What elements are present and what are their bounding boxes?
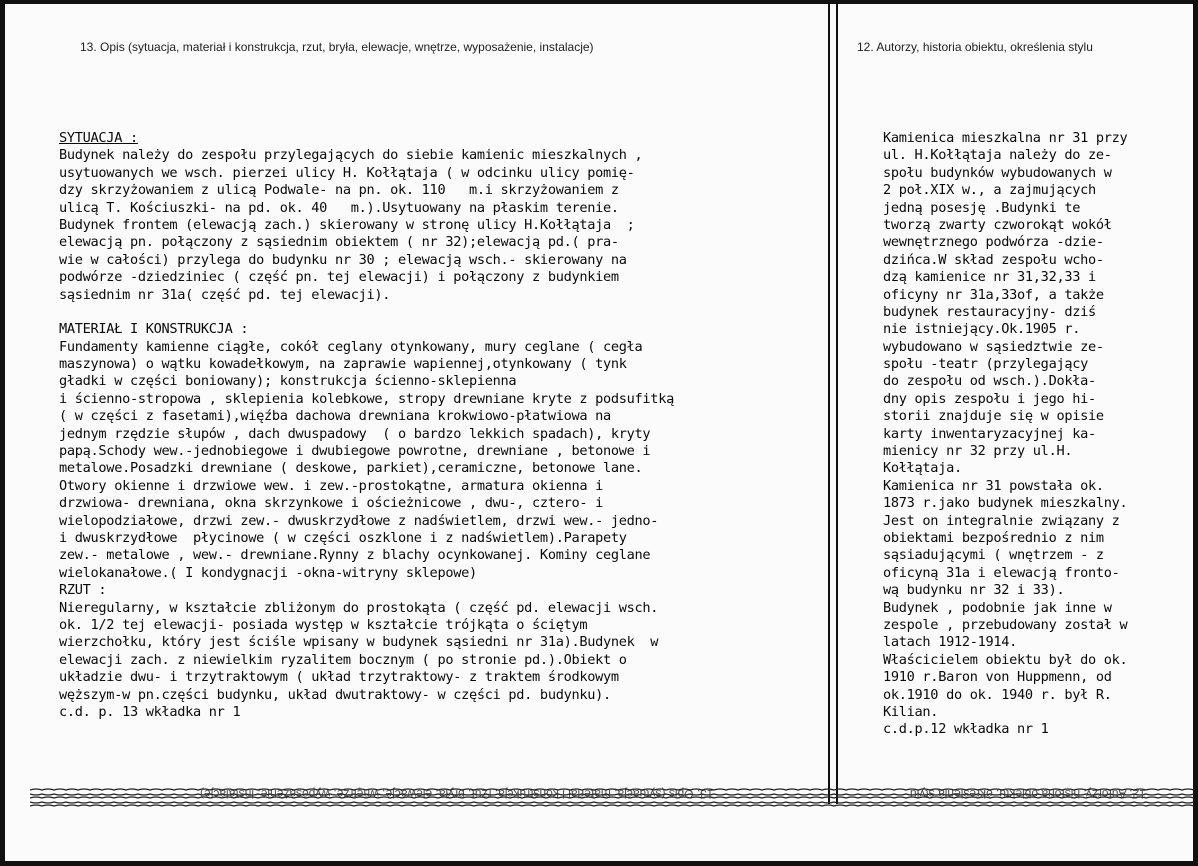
- history-line: Jest on integralnie związany z: [883, 512, 1120, 529]
- description-line: wielokanałowe.( I kondygnacji -okna-witryny sklepowe): [59, 564, 477, 581]
- history-line: wewnętrznego podwórza -dzie-: [883, 234, 1104, 251]
- history-line: jedną posesję .Budynki te: [883, 199, 1081, 216]
- history-line: karty inwentaryzacyjnej ka-: [883, 425, 1096, 442]
- history-line: 1910 r.Baron von Huppmenn, od: [883, 669, 1112, 686]
- history-line: sąsiadującymi ( wnętrzem - z: [883, 547, 1104, 564]
- history-line: obiektami bezpośrednio z nim: [883, 529, 1104, 546]
- history-line: wybudowano w sąsiedztwie ze-: [883, 338, 1104, 355]
- description-line: Otwory okienne i drzwiowe wew. i zew.-prostokątne, armatura okienna i: [59, 477, 604, 494]
- description-line: i dwuskrzydłowe płycinowe ( w części oszklone i z nadświetlem).Parapety: [59, 529, 627, 546]
- history-line: Kilian.: [883, 703, 939, 720]
- heading-authors-history: 12. Autorzy, historia obiektu, określenia stylu: [857, 40, 1093, 54]
- description-line: układzie dwu- i trzytraktowym ( układ trzytraktowy- z traktem środkowym: [59, 669, 619, 686]
- column-divider: [828, 4, 838, 804]
- history-line: wą budynku nr 32 i 33).: [883, 582, 1065, 599]
- description-line: Budynek należy do zespołu przylegających do siebie kamienic mieszkalnych ,: [59, 147, 643, 164]
- description-line: Fundamenty kamienne ciągłe, cokół ceglany otynkowany, mury ceglane ( cegła: [59, 338, 643, 355]
- description-line: jednym rzędzie słupów , dach dwuspadowy ( o bardzo lekkich spadach), kryty: [59, 425, 651, 442]
- description-line: Nieregularny, w kształcie zbliżonym do prostokąta ( część pd. elewacji wsch.: [59, 599, 659, 616]
- description-line: drzwiowa- drewniana, okna skrzynkowe i ościeżnicowe , dwu-, cztero- i: [59, 495, 604, 512]
- history-line: c.d.p.12 wkładka nr 1: [883, 721, 1049, 738]
- wavy-line: [30, 805, 1195, 806]
- history-line: Kamienica nr 31 powstała ok.: [883, 477, 1104, 494]
- history-line: dny opis zespołu i jego hi-: [883, 390, 1096, 407]
- description-line: elewacją pn. połączony z sąsiednim obiektem ( nr 32);elewacją pd.( pra-: [59, 234, 619, 251]
- history-line: zespole , przebudowany został w: [883, 616, 1128, 633]
- description-line: wierzchołku, który jest ściśle wpisany w budynek sąsiedni nr 31a).Budynek w: [59, 634, 659, 651]
- history-line: Budynek , podobnie jak inne w: [883, 599, 1112, 616]
- description-line: MATERIAŁ I KONSTRUKCJA :: [59, 321, 249, 338]
- history-line: Kołłątaja.: [883, 460, 962, 477]
- history-line: storii znajduje się w opisie: [883, 408, 1104, 425]
- history-line: do zespołu od wsch.).Dokła-: [883, 373, 1096, 390]
- description-line: papą.Schody wew.-jednobiegowe i dwubiegowe powrotne, drewniane , betonowe i: [59, 443, 651, 460]
- description-line: elewacji zach. z niewielkim ryzalitem bocznym ( po stronie pd.).Obiekt o: [59, 651, 627, 668]
- history-line: oficyny nr 31a,33of, a także: [883, 286, 1104, 303]
- description-line: dzy skrzyżowaniem z ulicą Podwale- na pn. ok. 110 m.i skrzyżowaniem z: [59, 182, 619, 199]
- history-line: ok.1910 do ok. 1940 r. był R.: [883, 686, 1112, 703]
- description-line: ( w części z fasetami),więźba dachowa drewniana krokwiowo-płatwiowa na: [59, 408, 611, 425]
- wavy-line: [30, 802, 1195, 803]
- history-line: Właścicielem obiektu był do ok.: [883, 651, 1128, 668]
- description-line: węższym-w pn.części budynku, układ dwutraktowy- w części pd. budynku).: [59, 686, 611, 703]
- bottom-heading-authors-mirrored: 12. Autorzy, historia obiektu, określenia stylu: [910, 787, 1146, 801]
- description-line: maszynowa) o wątku kowadełkowym, na zaprawie wapiennej,otynkowany ( tynk: [59, 356, 627, 373]
- history-line: mienicy nr 32 przy ul.H.: [883, 443, 1073, 460]
- description-line: usytuowanych we wsch. pierzei ulicy H. Kołłątaja ( w odcinku ulicy pomię-: [59, 164, 635, 181]
- history-line: dzińca.W skład zespołu wcho-: [883, 251, 1104, 268]
- history-line: latach 1912-1914.: [883, 634, 1018, 651]
- description-line: wielopodziałowe, drzwi zew.- dwuskrzydłowe z nadświetlem, drzwi wew.- jedno-: [59, 512, 659, 529]
- history-line: Kamienica mieszkalna nr 31 przy: [883, 130, 1128, 146]
- description-text: [59, 130, 821, 721]
- history-line: dzą kamienice nr 31,32,33 i: [883, 269, 1096, 286]
- heading-description: 13. Opis (sytuacja, materiał i konstrukcja, rzut, bryła, elewacje, wnętrze, wyposażenie, instalacje): [80, 40, 594, 54]
- history-text: [883, 130, 1183, 739]
- description-line: zew.- metalowe , wew.- drewniane.Rynny z blachy ocynkowanej. Kominy ceglane: [59, 547, 651, 564]
- history-line: oficyną 31a i elewacją fronto-: [883, 564, 1120, 581]
- bottom-heading-description-mirrored: 13. Opis (sytuacja, materiał i konstrukcja, rzut, bryła, elewacje, wnętrze, wyposażenie, instalacje): [200, 787, 714, 801]
- description-line: sąsiednim nr 31a( część pd. tej elewacji).: [59, 286, 391, 303]
- description-line: i ścienno-stropowa , sklepienia kolebkowe, stropy drewniane kryte z podsufitką: [59, 390, 674, 407]
- description-line: RZUT :: [59, 582, 107, 599]
- history-line: ul. H.Kołłątaja należy do ze-: [883, 147, 1112, 164]
- history-line: budynek restauracyjny- dziś: [883, 303, 1096, 320]
- description-line: podwórze -dziedziniec ( część pn. tej elewacji) i połączony z budynkiem: [59, 269, 619, 286]
- description-line: gładki w części boniowany); konstrukcja ścienno-sklepienna: [59, 373, 517, 390]
- description-line: [59, 304, 821, 321]
- description-line: metalowe.Posadzki drewniane ( deskowe, parkiet),ceramiczne, betonowe lane.: [59, 460, 643, 477]
- history-line: 1873 r.jako budynek mieszkalny.: [883, 495, 1128, 512]
- description-line: c.d. p. 13 wkładka nr 1: [59, 703, 241, 720]
- history-line: nie istniejący.Ok.1905 r.: [883, 321, 1081, 338]
- history-line: społu -teatr (przylegający: [883, 356, 1088, 373]
- description-line: ulicą T. Kościuszki- na pd. ok. 40 m.).Usytuowany na płaskim terenie.: [59, 199, 619, 216]
- description-line: Budynek frontem (elewacją zach.) skierowany w stronę ulicy H.Kołłątaja ;: [59, 216, 635, 233]
- description-line: ok. 1/2 tej elewacji- posiada występ w kształcie trójkąta o ściętym: [59, 616, 588, 633]
- history-line: 2 poł.XIX w., a zajmujących: [883, 182, 1096, 199]
- history-line: społu budynków wybudowanych w: [883, 164, 1112, 181]
- history-line: tworzą zwarty czworokąt wokół: [883, 216, 1112, 233]
- description-line: wie w całości) przylega do budynku nr 30 ; elewacją wsch.- skierowany na: [59, 251, 627, 268]
- description-line: SYTUACJA :: [59, 130, 138, 146]
